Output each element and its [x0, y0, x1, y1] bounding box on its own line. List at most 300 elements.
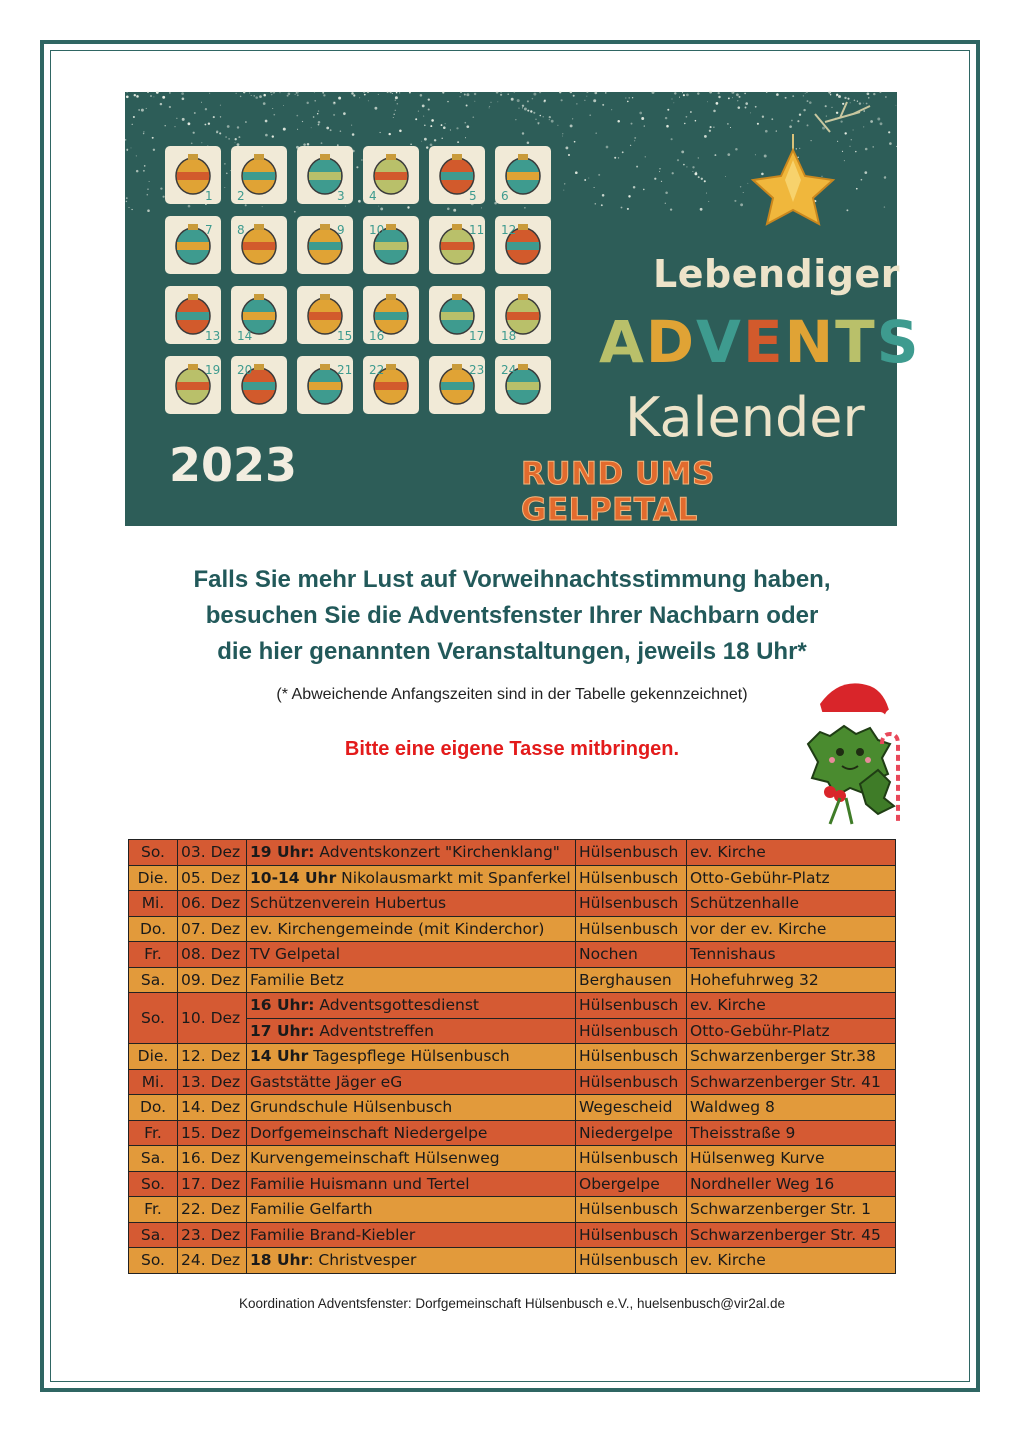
table-row [129, 1146, 896, 1172]
door-number: 9 [337, 223, 345, 237]
snowflake [863, 103, 864, 104]
snowflake [641, 117, 644, 120]
snowflake [557, 125, 558, 126]
snowflake [240, 96, 242, 98]
advent-door [363, 216, 419, 274]
door-number: 12 [501, 223, 517, 237]
snowflake [423, 116, 424, 117]
event-place: Hülsenbusch [576, 916, 687, 942]
event-time: 18 Uhr [250, 1251, 309, 1270]
event-title [247, 1018, 576, 1044]
snowflake [193, 132, 195, 134]
snowflake [682, 92, 683, 93]
advent-door [495, 356, 551, 414]
snowflake [390, 91, 392, 93]
snowflake [424, 138, 427, 141]
snowflake [496, 91, 499, 94]
snowflake [575, 171, 578, 174]
snowflake [205, 108, 207, 110]
snowflake [297, 129, 298, 130]
snowflake [363, 91, 365, 93]
snowflake [595, 132, 597, 134]
snowflake [340, 130, 342, 132]
event-place: Hülsenbusch [576, 1018, 687, 1044]
snowflake [147, 194, 149, 196]
table-row [129, 916, 896, 942]
snowflake [147, 209, 150, 212]
start-time-note: (* Abweichende Anfangszeiten sind in der Tabelle gekennzeichnet) [276, 686, 748, 703]
snowflake [844, 160, 845, 161]
advent-door [165, 356, 221, 414]
snowflake [683, 164, 685, 166]
event-title [247, 916, 576, 942]
event-place: Hülsenbusch [576, 1044, 687, 1070]
snowflake [527, 110, 529, 112]
snowflake [628, 195, 630, 197]
snowflake [744, 93, 746, 95]
snowflake [220, 116, 221, 117]
banner-title-line3: Kalender [625, 386, 865, 449]
snowflake [459, 96, 460, 97]
event-time: 19 Uhr: [250, 843, 315, 862]
snowflake [562, 133, 563, 134]
snowflake [397, 103, 399, 105]
snowflake [465, 137, 466, 138]
snowflake [854, 100, 856, 102]
snowflake [226, 173, 228, 175]
snowflake [549, 116, 551, 118]
snowflake [842, 151, 843, 152]
event-day: Die. [129, 1044, 178, 1070]
advent-banner [125, 92, 921, 528]
snowflake [674, 92, 676, 94]
snowflake [750, 112, 751, 113]
banner-subtitle: RUND UMS GELPETAL [521, 456, 715, 528]
event-date: 10. Dez [178, 993, 247, 1044]
snowflake [643, 189, 645, 191]
table-row [129, 942, 896, 968]
snowflake [388, 133, 390, 135]
snowflake [842, 103, 844, 105]
snowflake [265, 134, 268, 137]
event-title [247, 891, 576, 917]
snowflake [594, 187, 595, 188]
advent-door [495, 146, 551, 204]
snowflake [387, 92, 388, 93]
snowflake [572, 118, 573, 119]
door-number: 1 [205, 189, 213, 203]
event-date: 15. Dez [178, 1120, 247, 1146]
snowflake [132, 124, 133, 125]
snowflake [228, 138, 229, 139]
table-row [129, 1248, 896, 1274]
snowflake [153, 149, 155, 151]
snowflake [880, 122, 883, 125]
snowflake [831, 107, 832, 108]
event-place: Hülsenbusch [576, 891, 687, 917]
snowflake [761, 173, 764, 176]
snowflake [311, 127, 312, 128]
snowflake [692, 171, 693, 172]
snowflake [162, 96, 165, 99]
snowflake [570, 91, 573, 94]
snowflake [141, 109, 144, 112]
event-location: Schwarzenberger Str. 41 [687, 1069, 896, 1095]
snowflake [825, 105, 827, 107]
snowflake [735, 148, 738, 151]
snowflake [667, 109, 669, 111]
snowflake [294, 211, 296, 213]
snowflake [844, 132, 846, 134]
snowflake [213, 116, 215, 118]
event-title [247, 840, 576, 866]
snowflake [636, 166, 638, 168]
advent-door [363, 286, 419, 344]
snowflake [627, 208, 629, 210]
snowflake [661, 181, 662, 182]
snowflake [740, 203, 743, 206]
snowflake [686, 166, 687, 167]
event-date: 09. Dez [178, 967, 247, 993]
snowflake [734, 200, 736, 202]
event-place: Hülsenbusch [576, 840, 687, 866]
snowflake [428, 98, 430, 100]
snowflake [227, 125, 230, 128]
snowflake [522, 132, 524, 134]
snowflake [866, 103, 868, 105]
snowflake [559, 91, 561, 93]
snowflake [732, 97, 733, 98]
event-location: Theisstraße 9 [687, 1120, 896, 1146]
snowflake [698, 176, 700, 178]
snowflake [594, 92, 597, 95]
event-place: Berghausen [576, 967, 687, 993]
snowflake [224, 163, 225, 164]
banner-letter: N [784, 308, 836, 376]
snowflake [420, 94, 423, 97]
snowflake [709, 91, 712, 94]
snowflake [254, 95, 255, 96]
event-place: Hülsenbusch [576, 993, 687, 1019]
event-day: Mi. [129, 1069, 178, 1095]
event-date: 07. Dez [178, 916, 247, 942]
event-title [247, 967, 576, 993]
snowflake [533, 112, 535, 114]
door-number: 11 [469, 223, 485, 237]
snowflake [836, 95, 837, 96]
snowflake [351, 125, 352, 126]
snowflake [846, 209, 848, 211]
snowflake [853, 130, 854, 131]
snowflake [453, 209, 456, 212]
snowflake [464, 122, 466, 124]
snowflake [564, 183, 565, 184]
snowflake [138, 109, 139, 110]
snowflake [262, 206, 263, 207]
door-number: 23 [469, 363, 485, 377]
snowflake [243, 91, 245, 93]
snowflake [686, 116, 688, 118]
snowflake [857, 101, 858, 102]
event-name: Schützenverein Hubertus [250, 894, 447, 913]
snowflake [889, 142, 892, 145]
snowflake [507, 93, 509, 95]
event-title [247, 942, 576, 968]
snowflake [708, 201, 709, 202]
snowflake [701, 178, 703, 180]
door-number: 10 [369, 223, 385, 237]
snowflake [716, 102, 719, 105]
snowflake [426, 146, 428, 148]
snowflake [307, 143, 310, 146]
snowflake [464, 94, 466, 96]
snowflake [727, 153, 730, 156]
table-row [129, 891, 896, 917]
snowflake [524, 207, 526, 209]
snowflake [713, 126, 714, 127]
snowflake [191, 142, 193, 144]
snowflake [659, 168, 660, 169]
snowflake [318, 110, 319, 111]
snowflake [738, 106, 741, 109]
snowflake [718, 92, 720, 94]
snowflake [690, 111, 692, 113]
snowflake [517, 99, 520, 102]
snowflake [879, 91, 881, 93]
snowflake [174, 126, 175, 127]
snowflake [318, 121, 321, 124]
snowflake [837, 141, 838, 142]
snowflake [714, 154, 716, 156]
snowflake [515, 119, 516, 120]
snowflake [126, 95, 129, 98]
events-table [128, 839, 896, 1274]
event-day: Do. [129, 1095, 178, 1121]
snowflake [283, 128, 286, 131]
snowflake [287, 95, 289, 97]
snowflake [598, 174, 600, 176]
snowflake [430, 143, 433, 146]
snowflake [169, 92, 171, 94]
snowflake [466, 105, 468, 107]
advent-door [495, 286, 551, 344]
event-place: Hülsenbusch [576, 1069, 687, 1095]
snowflake [219, 132, 221, 134]
snowflake [522, 107, 523, 108]
door-number: 3 [337, 189, 345, 203]
event-date: 16. Dez [178, 1146, 247, 1172]
intro-line: die hier genannten Veranstaltungen, jeweils 18 Uhr* [217, 638, 807, 665]
footer-coordination: Koordination Adventsfenster: Dorfgemeinschaft Hülsenbusch e.V., huelsenbusch@vir2al.de [238, 1296, 786, 1311]
snowflake [273, 114, 275, 116]
event-day: Do. [129, 916, 178, 942]
snowflake [792, 95, 794, 97]
snowflake [415, 118, 417, 120]
snowflake [762, 116, 764, 118]
snowflake [392, 93, 393, 94]
banner-letter: A [599, 308, 646, 376]
snowflake [359, 97, 360, 98]
snowflake [806, 91, 808, 93]
snowflake [399, 130, 402, 133]
event-day: Sa. [129, 1222, 178, 1248]
snowflake [188, 122, 191, 125]
snowflake [727, 123, 729, 125]
snowflake [318, 124, 320, 126]
snowflake [160, 187, 162, 189]
snowflake [265, 120, 268, 123]
snowflake [296, 91, 299, 94]
snowflake [330, 129, 332, 131]
snowflake [321, 142, 323, 144]
snowflake [850, 102, 851, 103]
snowflake [418, 111, 419, 112]
advent-door [429, 146, 485, 204]
event-day: Die. [129, 865, 178, 891]
banner-letter: V [696, 308, 743, 376]
door-number: 14 [237, 329, 253, 343]
event-location: Nordheller Weg 16 [687, 1171, 896, 1197]
snowflake [182, 118, 185, 121]
event-title [247, 1095, 576, 1121]
snowflake [466, 93, 469, 96]
snowflake [272, 135, 274, 137]
event-place: Hülsenbusch [576, 1222, 687, 1248]
snowflake [380, 207, 383, 210]
snowflake [745, 102, 748, 105]
snowflake [627, 101, 629, 103]
snowflake [568, 154, 570, 156]
snowflake [220, 105, 221, 106]
event-time: 14 Uhr [250, 1047, 309, 1066]
snowflake [441, 124, 443, 126]
event-day: Sa. [129, 1146, 178, 1172]
event-name: ev. Kirchengemeinde (mit Kinderchor) [250, 919, 545, 938]
snowflake [740, 186, 741, 187]
snowflake [450, 129, 451, 130]
snowflake [530, 110, 532, 112]
snowflake [150, 95, 152, 97]
snowflake [306, 102, 308, 104]
snowflake [272, 108, 273, 109]
snowflake [828, 91, 831, 94]
event-location: Schwarzenberger Str. 1 [687, 1197, 896, 1223]
snowflake [136, 155, 137, 156]
snowflake [595, 203, 597, 205]
snowflake [888, 131, 890, 133]
snowflake [303, 143, 306, 146]
advent-door [297, 286, 353, 344]
holly-mascot-icon [800, 674, 900, 830]
event-day: Sa. [129, 967, 178, 993]
snowflake [766, 91, 767, 92]
snowflake [789, 125, 792, 128]
snowflake [562, 136, 563, 137]
snowflake [238, 136, 240, 138]
snowflake [216, 132, 217, 133]
snowflake [855, 151, 856, 152]
advent-door [297, 216, 353, 274]
snowflake [844, 97, 846, 99]
snowflake [747, 183, 748, 184]
event-name: Adventstreffen [314, 1021, 434, 1040]
snowflake [652, 91, 655, 94]
table-row [129, 993, 896, 1019]
snowflake [584, 179, 586, 181]
snowflake [245, 121, 247, 123]
event-place: Hülsenbusch [576, 865, 687, 891]
snowflake [127, 92, 128, 93]
snowflake [847, 98, 849, 100]
snowflake [296, 115, 298, 117]
event-location: vor der ev. Kirche [687, 916, 896, 942]
snowflake [728, 97, 730, 99]
event-date: 08. Dez [178, 942, 247, 968]
snowflake [255, 96, 258, 99]
intro-line: Falls Sie mehr Lust auf Vorweihnachtsstimmung haben, [193, 566, 831, 593]
snowflake [791, 120, 793, 122]
snowflake [679, 97, 680, 98]
event-location: Hohefuhrweg 32 [687, 967, 896, 993]
snowflake [868, 97, 869, 98]
snowflake [283, 105, 284, 106]
snowflake [535, 119, 536, 120]
snowflake [822, 127, 825, 130]
snowflake [245, 204, 247, 206]
event-place: Niedergelpe [576, 1120, 687, 1146]
snowflake [565, 146, 568, 149]
event-title [247, 1171, 576, 1197]
snowflake [272, 91, 275, 94]
snowflake [611, 109, 612, 110]
event-place: Hülsenbusch [576, 1146, 687, 1172]
table-row [129, 1222, 896, 1248]
snowflake [757, 123, 759, 125]
snowflake [288, 93, 291, 96]
snowflake [147, 189, 148, 190]
event-location: Hülsenweg Kurve [687, 1146, 896, 1172]
snowflake [706, 193, 707, 194]
event-date: 12. Dez [178, 1044, 247, 1070]
snowflake [644, 125, 645, 126]
snowflake [686, 94, 689, 97]
event-location: Schützenhalle [687, 891, 896, 917]
event-location: Otto-Gebühr-Platz [687, 865, 896, 891]
event-name: : Christvesper [308, 1251, 417, 1270]
snowflake [654, 178, 656, 180]
snowflake [895, 105, 896, 106]
snowflake [606, 146, 609, 149]
event-date: 23. Dez [178, 1222, 247, 1248]
advent-door [231, 286, 287, 344]
snowflake [424, 125, 426, 127]
snowflake [466, 125, 469, 128]
banner-letter: S [876, 308, 921, 376]
snowflake [666, 125, 669, 128]
snowflake [497, 101, 498, 102]
snowflake [441, 138, 442, 139]
snowflake [314, 100, 316, 102]
event-name: Tagespflege Hülsenbusch [308, 1047, 510, 1066]
event-day: So. [129, 1248, 178, 1274]
snowflake [393, 113, 395, 115]
event-time: 10-14 Uhr [250, 868, 337, 887]
snowflake [532, 98, 534, 100]
snowflake [872, 146, 874, 148]
snowflake [235, 138, 237, 140]
snowflake [629, 97, 630, 98]
snowflake [489, 107, 490, 108]
